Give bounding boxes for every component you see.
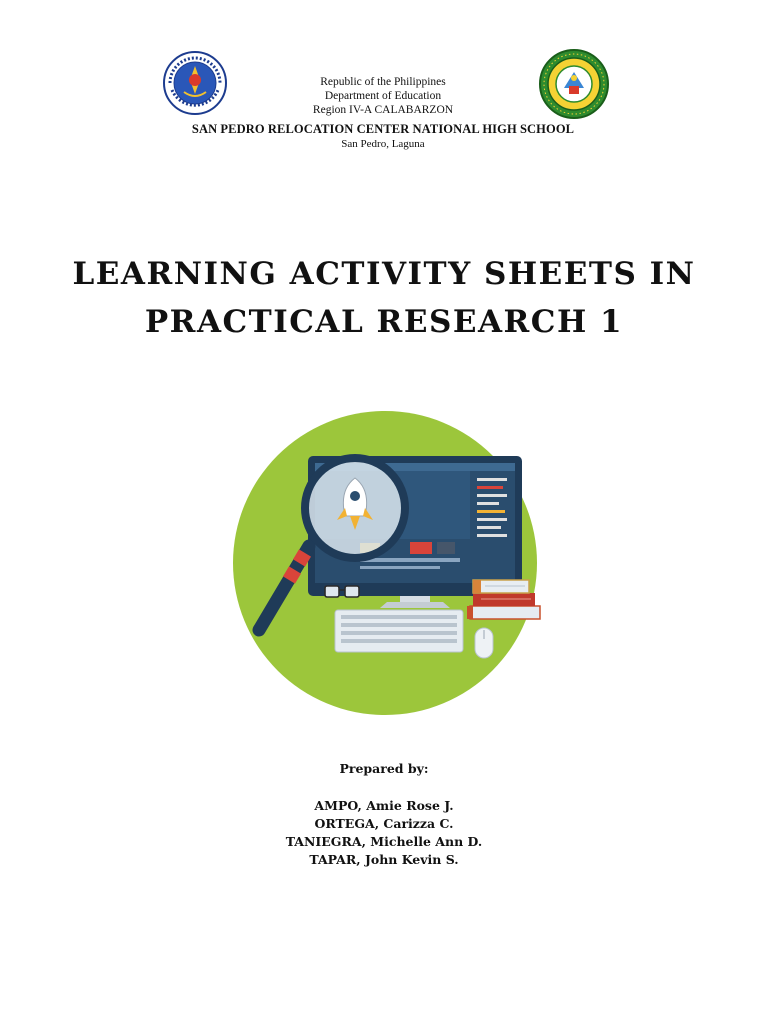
school-location: San Pedro, Laguna: [341, 138, 425, 150]
author-name: TANIEGRA, Michelle Ann D.: [285, 834, 483, 849]
republic-line: Republic of the Philippines: [320, 76, 446, 88]
school-seal-icon: [538, 48, 610, 120]
school-name: SAN PEDRO RELOCATION CENTER NATIONAL HIGH SCHOOL: [191, 122, 575, 136]
author-name: AMPO, Amie Rose J.: [314, 798, 454, 813]
region-line: Region IV-A CALABARZON: [312, 104, 454, 116]
author-name: ORTEGA, Carizza C.: [314, 816, 454, 831]
title-line-1: LEARNING ACTIVITY SHEETS IN: [72, 256, 696, 292]
department-line: Department of Education: [324, 90, 442, 102]
research-computer-illustration: [205, 408, 563, 720]
author-name: TAPAR, John Kevin S.: [309, 852, 459, 867]
books-stack-icon: [467, 580, 540, 619]
prepared-by-label: Prepared by:: [339, 761, 429, 776]
letterhead: [160, 46, 606, 152]
mouse-icon: [475, 628, 493, 658]
keyboard-icon: [335, 610, 463, 652]
title-line-2: PRACTICAL RESEARCH 1: [144, 304, 624, 340]
